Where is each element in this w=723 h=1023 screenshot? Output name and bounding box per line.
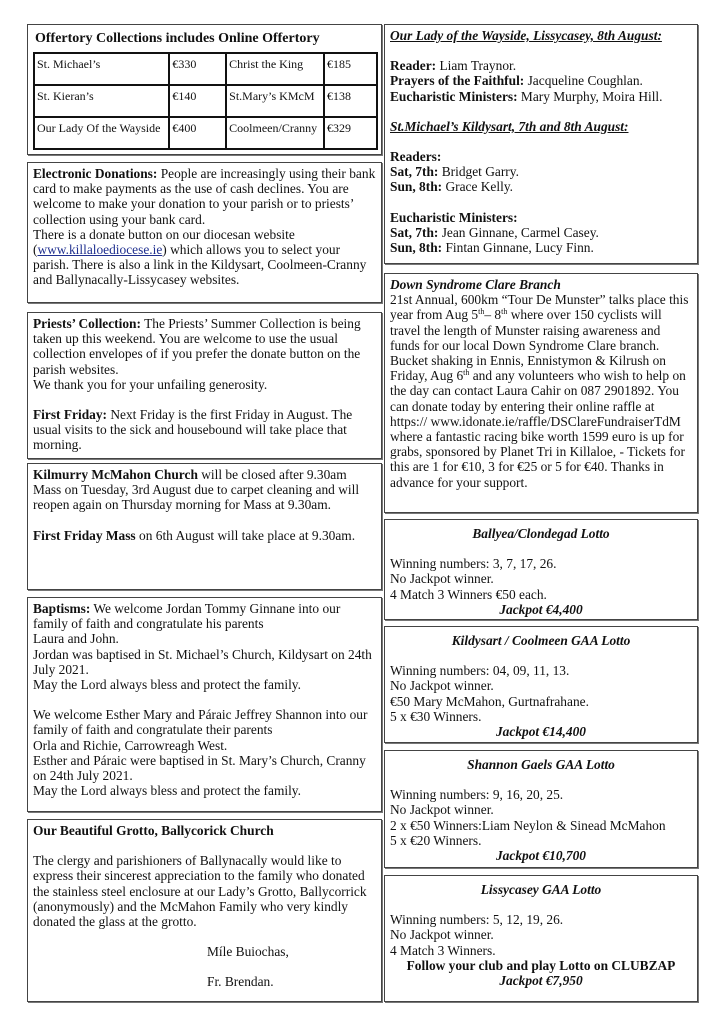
- collection-amount: €138: [324, 85, 377, 117]
- parish-name: Christ the King: [226, 53, 324, 85]
- collection-amount: €329: [324, 117, 377, 149]
- ds-sup: th: [478, 307, 485, 317]
- ds-text: and any volunteers who wish to help on the day can contact Laura Cahir on 087 2901892. You can donate today by entering their online raffle at https:// www.idonate.ie/raffle/DSClareFundraiserTdM where a fantastic racing bike worth 1599 euro is up for grabs, sponsored by Planet Tri in Killaloe, - Tickets for this are 1 for €10, 3 for €25 or 5 for €40. Thanks in advance for your support.: [390, 368, 686, 490]
- offertory-table: [33, 52, 378, 150]
- donate-text-end: ) which allows you to select your parish. There is also a link in the Kildysart, Coolmeen-Cranny and Ballynacally-Lissycasey websites.: [33, 242, 367, 288]
- kilmurry-text: [33, 467, 376, 513]
- lotto-box-shannon-gaels: [384, 750, 698, 868]
- lotto-line: No Jackpot winner.: [390, 571, 494, 587]
- offertory-collections-box: [27, 24, 382, 155]
- rota-item: [390, 225, 692, 240]
- rota-label: Reader:: [390, 58, 437, 74]
- rota-section-heading: Our Lady of the Wayside, Lissycasey, 8th August:: [390, 28, 662, 43]
- kilmurry-church-box: [27, 463, 382, 590]
- down-syndrome-text: [390, 292, 692, 490]
- lotto-line: Winning numbers: 04, 09, 11, 13.: [390, 663, 570, 679]
- rota-item: [390, 89, 692, 104]
- electronic-donations-box: [27, 162, 382, 303]
- lotto-box-kildysart: [384, 626, 698, 743]
- first-friday-heading: First Friday:: [33, 407, 108, 423]
- ministers-label: Eucharistic Ministers:: [390, 209, 518, 225]
- first-friday-mass-heading: First Friday Mass: [33, 527, 136, 543]
- lotto-jackpot: Jackpot €14,400: [495, 724, 586, 740]
- lotto-line: No Jackpot winner.: [390, 927, 494, 943]
- rota-label: Sun, 8th:: [390, 240, 443, 256]
- parish-name: Our Lady Of the Wayside: [34, 117, 169, 149]
- donate-text-start: There is a donate button on our diocesan website (: [33, 226, 295, 258]
- rota-label: Eucharistic Ministers:: [390, 88, 518, 104]
- priests-collection-text: [33, 316, 376, 377]
- table-row: [34, 85, 377, 117]
- donate-button-text: [33, 227, 376, 288]
- lotto-promo: Follow your club and play Lotto on CLUBZAP: [406, 957, 676, 973]
- rota-item: [390, 164, 692, 179]
- ds-text: where over 150 cyclists will travel the length of Munster raising awareness and funds for our local Down Syndrome Clare branch. Bucket shaking in Ennis, Ennistymon & Kilrush on Friday, Aug 6: [390, 307, 666, 384]
- rota-value: Liam Traynor.: [436, 58, 517, 74]
- grotto-text: The clergy and parishioners of Ballynacally would like to express their sincerest appreciation to the family who donated the stainless steel enclosure at our Lady’s Grotto, Ballycorrick (anonymously) and the McMahon Family who very kindly donated the glass at the grotto.: [33, 853, 367, 930]
- baptism-line: May the Lord always bless and protect the family.: [33, 677, 301, 693]
- baptisms-box: [27, 597, 382, 812]
- electronic-donations-text: [33, 166, 376, 227]
- ministry-rota-box: [384, 24, 698, 264]
- baptisms-heading: Baptisms:: [33, 601, 91, 616]
- priests-thanks: We thank you for your unfailing generosity.: [33, 376, 268, 392]
- parish-name: St. Kieran’s: [34, 85, 169, 117]
- rota-value: Mary Murphy, Moira Hill.: [517, 88, 663, 104]
- collection-amount: €330: [169, 53, 226, 85]
- rota-value: Jacqueline Coughlan.: [524, 73, 643, 89]
- first-friday-mass-text: [33, 528, 376, 543]
- grotto-heading: Our Beautiful Grotto, Ballycorick Church: [33, 823, 274, 838]
- lotto-line: Winning numbers: 5, 12, 19, 26.: [390, 912, 564, 928]
- electronic-donations-body: People are increasingly using their bank card to make payments as the use of cash declines. You are welcome to make your donation to your parish or to priests’ collection using your bank card.: [33, 166, 376, 227]
- lotto-line: Winning numbers: 9, 16, 20, 25.: [390, 787, 564, 803]
- grotto-thanks: Míle Buiochas,: [207, 944, 289, 960]
- lotto-line: 4 Match 3 Winners.: [390, 942, 496, 958]
- lotto-line: Winning numbers: 3, 7, 17, 26.: [390, 556, 557, 572]
- grotto-box: [27, 819, 382, 1002]
- lotto-jackpot: Jackpot €4,400: [499, 601, 583, 617]
- down-syndrome-box: [384, 273, 698, 513]
- baptism-line: Laura and John.: [33, 631, 119, 647]
- collection-amount: €185: [324, 53, 377, 85]
- rota-label: Prayers of the Faithful:: [390, 73, 525, 89]
- lotto-box-lissycasey: [384, 875, 698, 1002]
- baptism-line: [33, 601, 376, 631]
- rota-value: Bridget Garry.: [438, 164, 519, 180]
- rota-item: [390, 240, 692, 255]
- collection-amount: €400: [169, 117, 226, 149]
- kilmurry-heading: Kilmurry McMahon Church: [33, 467, 198, 482]
- baptism-line: May the Lord always bless and protect the family.: [33, 783, 301, 799]
- lotto-title: Shannon Gaels GAA Lotto: [467, 757, 615, 772]
- ds-text: – 8: [484, 307, 502, 323]
- ds-sup: th: [501, 307, 508, 317]
- priests-collection-heading: Priests’ Collection:: [33, 316, 141, 331]
- ds-text: 21st Annual, 600km “Tour De Munster” talks place this year from Aug 5: [390, 292, 689, 323]
- rota-value: Fintan Ginnane, Lucy Finn.: [442, 240, 594, 256]
- electronic-donations-heading: Electronic Donations:: [33, 166, 158, 181]
- baptism-line: We welcome Esther Mary and Páraic Jeffrey Shannon into our family of faith and congratulate their parents: [33, 707, 368, 738]
- priests-collection-body: The Priests’ Summer Collection is being taken up this weekend. You are welcome to use the usual collection envelopes of if you prefer the donate button on the parish websites.: [33, 316, 361, 377]
- offertory-title: Offertory Collections includes Online Offertory: [35, 31, 320, 46]
- collection-amount: €140: [169, 85, 226, 117]
- parish-name: St. Michael’s: [34, 53, 169, 85]
- rota-label: Sat, 7th:: [390, 164, 439, 180]
- ds-sup: th: [463, 368, 470, 378]
- rota-value: Jean Ginnane, Carmel Casey.: [438, 224, 599, 240]
- parish-name: St.Mary’s KMcM: [226, 85, 324, 117]
- lotto-line: 4 Match 3 Winners €50 each.: [390, 586, 547, 602]
- lotto-box-ballyea: [384, 519, 698, 620]
- lotto-line: No Jackpot winner.: [390, 678, 494, 694]
- rota-value: Grace Kelly.: [442, 179, 513, 195]
- lotto-line: 5 x €30 Winners.: [390, 708, 482, 724]
- first-friday-body: Next Friday is the first Friday in August. The usual visits to the sick and housebound will take place that morning.: [33, 407, 353, 453]
- lotto-line: 2 x €50 Winners:Liam Neylon & Sinead McMahon: [390, 817, 666, 833]
- baptism-text: We welcome Jordan Tommy Ginnane into our family of faith and congratulate his parents: [33, 601, 341, 632]
- lotto-title: Kildysart / Coolmeen GAA Lotto: [451, 633, 631, 648]
- rota-label: Sun, 8th:: [390, 179, 443, 195]
- baptism-line: Orla and Richie, Carrowreagh West.: [33, 737, 228, 753]
- rota-item: [390, 73, 692, 88]
- lotto-title: Ballyea/Clondegad Lotto: [472, 526, 610, 541]
- rota-item: [390, 179, 692, 194]
- first-friday-mass-body: on 6th August will take place at 9.30am.: [135, 527, 356, 543]
- lotto-title: Lissycasey GAA Lotto: [480, 882, 602, 897]
- parish-name: Coolmeen/Cranny: [226, 117, 324, 149]
- grotto-signature: Fr. Brendan.: [207, 974, 274, 990]
- down-syndrome-heading: Down Syndrome Clare Branch: [390, 277, 561, 292]
- rota-label: Sat, 7th:: [390, 224, 439, 240]
- lotto-line: 5 x €20 Winners.: [390, 832, 482, 848]
- rota-item: [390, 58, 692, 73]
- rota-section-heading: St.Michael’s Kildysart, 7th and 8th August:: [390, 118, 629, 134]
- baptism-line: Jordan was baptised in St. Michael’s Church, Kildysart on 24th July 2021.: [33, 646, 372, 677]
- priests-collection-box: [27, 312, 382, 459]
- lotto-line: No Jackpot winner.: [390, 802, 494, 818]
- table-row: [34, 53, 377, 85]
- first-friday-text: [33, 407, 376, 453]
- lotto-line: €50 Mary McMahon, Gurtnafrahane.: [390, 693, 589, 709]
- lotto-jackpot: Jackpot €10,700: [495, 848, 586, 864]
- diocese-website-link[interactable]: www.killaloediocese.ie: [37, 242, 163, 258]
- baptism-line: Esther and Páraic were baptised in St. Mary’s Church, Cranny on 24th July 2021.: [33, 752, 366, 784]
- lotto-jackpot: Jackpot €7,950: [499, 973, 583, 989]
- kilmurry-body: will be closed after 9.30am Mass on Tuesday, 3rd August due to carpet cleaning and will reopen again on Thursday morning for Mass at 9.30am.: [33, 467, 360, 513]
- table-row: [34, 117, 377, 149]
- readers-label: Readers:: [390, 149, 442, 165]
